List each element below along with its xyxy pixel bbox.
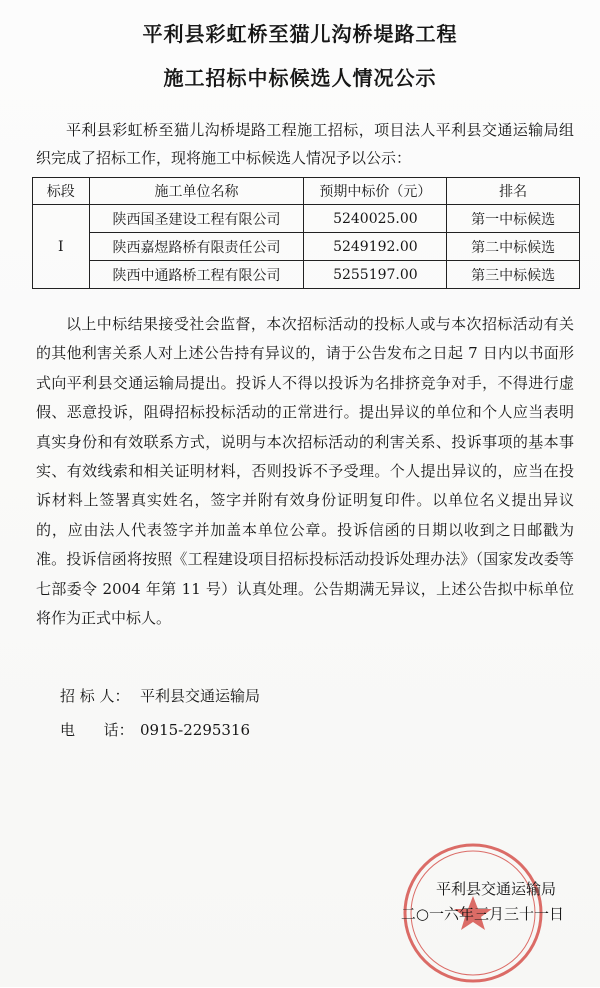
document-subtitle: 施工招标中标候选人情况公示 [163,66,437,90]
table-row [33,233,580,261]
tenderer-line [60,685,260,706]
header-segment: 标段 [33,178,90,205]
table-header-row [33,178,580,205]
table-row [33,205,580,233]
signature-org: 平利县交通运输局 [435,880,556,898]
notice-body-paragraph: 以上中标结果接受社会监督，本次招标活动的投标人或与本次招标活动有关的其他利害关系人对上述公告持有异议的，请于公告发布之日起 7 日内以书面形式向平利县交通运输局提出。投诉人不得以投诉为名排挤竞争对手，不得进行虚假、恶意投诉，阻碍招标投标活动的正常进行。提出异议的单位和个人应当表明真实身份和有效联系方式，说明与本次招标活动的利害关系、投诉事项的基本事实、有效线索和相关证明材料，否则投诉不予受理。个人提出异议的，应当在投诉材料上签署真实姓名，签字并附有效身份证明复印件。以单位名义提出异议的，应由法人代表签字并加盖本单位公章。投诉信函的日期以收到之日邮戳为准。投诉信函将按照《工程建设项目招标投标活动投诉处理办法》（国家发改委等七部委令 2004 年第 11 号）认真处理。公告期满无异议，上述公告拟中标单位将作为正式中标人。 [36,315,574,628]
rank-cell: 第二中标候选 [447,233,580,261]
rank-cell: 第三中标候选 [447,261,580,289]
company-cell: 陕西嘉煜路桥有限责任公司 [89,233,304,261]
company-cell: 陕西中通路桥工程有限公司 [89,261,304,289]
document-title: 平利县彩虹桥至猫儿沟桥堤路工程 [142,22,458,46]
header-company: 施工单位名称 [89,178,304,205]
tenderer-value: 平利县交通运输局 [140,687,261,705]
candidate-table [32,177,580,289]
phone-value: 0915-2295316 [140,721,251,739]
header-rank: 排名 [447,178,580,205]
intro-paragraph: 平利县彩虹桥至猫儿沟桥堤路工程施工招标，项目法人平利县交通运输局组织完成了招标工作，现将施工中标候选人情况予以公示： [36,121,574,167]
company-cell: 陕西国圣建设工程有限公司 [89,205,304,233]
price-cell: 5255197.00 [304,261,447,289]
rank-cell: 第一中标候选 [447,205,580,233]
tenderer-label: 招 标 人： [60,687,130,705]
phone-label: 电 话： [60,721,134,739]
table-row [33,261,580,289]
price-cell: 5249192.00 [304,233,447,261]
phone-line [60,719,250,740]
signature-date: 二○一六年三月三十一日 [400,905,564,923]
header-price: 预期中标价（元） [304,178,447,205]
price-cell: 5240025.00 [304,205,447,233]
segment-cell: I [33,205,90,289]
